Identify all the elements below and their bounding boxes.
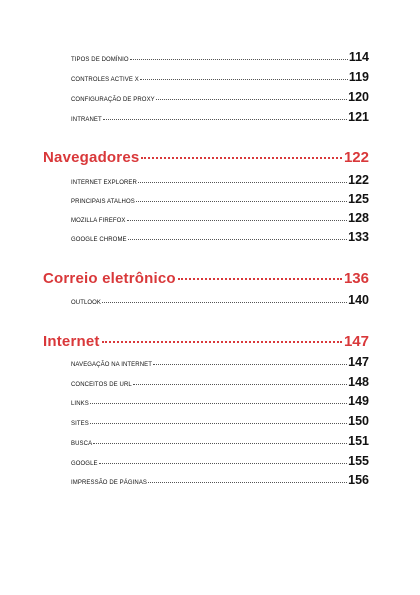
toc-entry-tipos-de-dominio[interactable] bbox=[71, 50, 369, 64]
toc-entry-page: 120 bbox=[348, 90, 369, 104]
toc-chapter-correio-eletronico[interactable] bbox=[43, 270, 369, 287]
leader-dots bbox=[140, 79, 348, 80]
toc-entry-impressao-de-paginas[interactable] bbox=[71, 473, 369, 487]
toc-entry-label: SITES bbox=[71, 421, 89, 427]
leader-dots bbox=[138, 182, 347, 183]
toc-entry-configuracao-de-proxy[interactable] bbox=[71, 90, 369, 104]
toc-entry-label: IMPRESSÃO DE PÁGINAS bbox=[71, 480, 148, 486]
chapter-page: 122 bbox=[343, 149, 369, 166]
toc-entry-page: 125 bbox=[348, 192, 369, 206]
toc-entry-sites[interactable] bbox=[71, 414, 369, 428]
toc-chapter-internet[interactable] bbox=[43, 333, 369, 350]
toc-entry-mozilla-firefox[interactable] bbox=[71, 211, 369, 225]
toc-entry-page: 149 bbox=[348, 394, 369, 408]
toc-entry-label: CONCEITOS DE URL bbox=[71, 382, 132, 388]
toc-entry-label: CONFIGURAÇÃO DE PROXY bbox=[71, 97, 155, 103]
chapter-title: Internet bbox=[43, 333, 100, 350]
toc-entry-links[interactable] bbox=[71, 394, 369, 408]
toc-entry-label: NAVEGAÇÃO NA INTERNET bbox=[71, 362, 153, 368]
toc-entry-label: MOZILLA FIREFOX bbox=[71, 218, 126, 224]
leader-dots bbox=[90, 403, 347, 404]
toc-entry-page: 133 bbox=[348, 230, 369, 244]
toc-chapter-navegadores[interactable] bbox=[43, 149, 369, 166]
toc-entry-page: 148 bbox=[348, 375, 369, 389]
toc-entry-page: 155 bbox=[348, 454, 369, 468]
toc-entry-page: 114 bbox=[348, 50, 369, 64]
leader-dots bbox=[153, 364, 347, 365]
toc-entry-google[interactable] bbox=[71, 454, 369, 468]
toc-entry-page: 121 bbox=[348, 110, 369, 124]
toc-entry-principais-atalhos[interactable] bbox=[71, 192, 369, 206]
toc-entry-controles-active-x[interactable] bbox=[71, 70, 369, 84]
toc-entry-label: INTERNET EXPLORER bbox=[71, 180, 137, 186]
toc-entry-page: 140 bbox=[348, 293, 369, 307]
toc-entry-label: GOOGLE bbox=[71, 461, 98, 467]
leader-dots bbox=[133, 384, 347, 385]
leader-dots bbox=[90, 423, 347, 424]
leader-dots bbox=[130, 59, 348, 60]
toc-entry-page: 119 bbox=[348, 70, 369, 84]
toc-entry-intranet[interactable] bbox=[71, 110, 369, 124]
toc-entry-label: PRINCIPAIS ATALHOS bbox=[71, 199, 135, 205]
chapter-page: 136 bbox=[343, 270, 369, 287]
toc-entry-label: LINKS bbox=[71, 401, 89, 407]
leader-dots bbox=[136, 201, 347, 202]
leader-dots bbox=[148, 482, 347, 483]
toc-entry-outlook[interactable] bbox=[71, 293, 369, 307]
toc-entry-label: BUSCA bbox=[71, 441, 93, 447]
leader-dots bbox=[99, 463, 348, 464]
leader-dots bbox=[103, 119, 347, 120]
chapter-title: Correio eletrônico bbox=[43, 270, 176, 287]
toc-entry-busca[interactable] bbox=[71, 434, 369, 448]
toc-entry-internet-explorer[interactable] bbox=[71, 173, 369, 187]
toc-entry-page: 147 bbox=[348, 355, 369, 369]
toc-entry-google-chrome[interactable] bbox=[71, 230, 369, 244]
toc-entry-conceitos-de-url[interactable] bbox=[71, 375, 369, 389]
leader-dots bbox=[141, 157, 342, 159]
toc-entry-label: INTRANET bbox=[71, 117, 102, 123]
toc-entry-label: GOOGLE CHROME bbox=[71, 237, 127, 243]
leader-dots bbox=[93, 443, 347, 444]
chapter-page: 147 bbox=[343, 333, 369, 350]
toc-entry-page: 150 bbox=[348, 414, 369, 428]
leader-dots bbox=[102, 302, 347, 303]
leader-dots bbox=[127, 220, 348, 221]
chapter-title: Navegadores bbox=[43, 149, 140, 166]
toc-entry-label: OUTLOOK bbox=[71, 300, 102, 306]
toc-entry-label: TIPOS DE DOMÍNIO bbox=[71, 57, 129, 63]
leader-dots bbox=[102, 341, 342, 343]
toc-entry-page: 128 bbox=[348, 211, 369, 225]
toc-entry-page: 122 bbox=[348, 173, 369, 187]
toc-entry-navegacao-na-internet[interactable] bbox=[71, 355, 369, 369]
leader-dots bbox=[178, 278, 342, 280]
toc-entry-label: CONTROLES ACTIVE X bbox=[71, 77, 139, 83]
leader-dots bbox=[156, 99, 347, 100]
leader-dots bbox=[128, 239, 348, 240]
toc-entry-page: 156 bbox=[348, 473, 369, 487]
toc-entry-page: 151 bbox=[348, 434, 369, 448]
